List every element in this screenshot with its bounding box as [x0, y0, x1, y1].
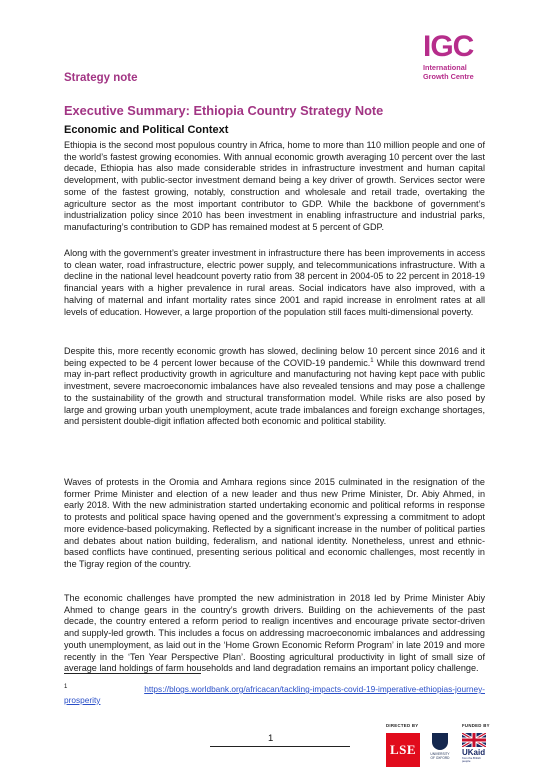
igc-logo-line1: International [423, 63, 467, 72]
paragraph-4: Waves of protests in the Oromia and Amhara regions since 2015 culminated in the resignation of the former Prime Minister and election of a new leader and thus new Prime Minister, Dr. Abiy Ahmed, in early 2018. With the new administration started undertaking economic and political reforms in response to protests and political space having opened and the government’s expressing a commitment to adopt more evidence-based policymaking. Reflected by a significant increase in the number of political parties and debates about nation building, federalism, and national identity. Nonetheless, unrest and ethnic-based conflicts have continued, presenting serious political and economic challenges, most recently in the Tigray region of the country. [64, 477, 485, 569]
igc-logo-mark: IGC [423, 30, 474, 63]
lse-logo: LSE [386, 733, 420, 767]
paragraph-1: Ethiopia is the second most populous country in Africa, home to more than 110 million people and one of the world’s fastest growing economies. With annual economic growth averaging 10 percent over the last decade, Ethiopia has also made considerable strides in infrastructure investment and human capital development, with public-sector investment demand being a key driver of growth. Services sector were some of the fastest growing, notably, construction and wholesale and retail trade, overtaking the agriculture sector as the most important contributor to GDP. While the backbone of government’s industrialization policy since 2010 has been investment in enabling infrastructure and industrial parks, manufacturing’s contribution to GDP has remained modest at 5 percent of GDP. [64, 140, 485, 232]
directed-by-label: DIRECTED BY [386, 723, 419, 728]
oxford-logo [428, 733, 452, 767]
igc-logo-line2: Growth Centre [423, 71, 474, 81]
paragraph-3 [64, 346, 485, 428]
paragraph-3-text-a: Despite this, more recently economic growth has slowed, declining below 10 percent since 2016 and it being expected to be 4 percent lower because of the COVID-19 pandemic. [64, 346, 485, 368]
union-flag-icon [462, 733, 486, 747]
paragraph-2: Along with the government’s greater investment in infrastructure there has been improvements in access to clean water, road infrastructure, electric power supply, and telecommunications infrastructure. With a decline in the national level headcount poverty ratio from 38 percent in 2004-05 to 22 percent in 2018-19 financial years with a higher prevalence in rural areas. Social indicators have also improved, with a halving of maternal and infant mortality rates since 2001 and rapid increase in enrolment rates at all levels of education. However, a large proportion of the population still faces multi-dimensional poverty. [64, 248, 485, 317]
ukaid-tagline: from the British people [462, 756, 481, 763]
page-number: 1 [268, 733, 274, 744]
document-title: Executive Summary: Ethiopia Country Strategy Note [64, 103, 384, 118]
document-type-label: Strategy note [64, 72, 138, 84]
footnote-reference[interactable]: 1 [370, 357, 374, 364]
footnote-number: 1 [64, 684, 68, 690]
paragraph-3-text-b: While this downward trend may in-part reflect productivity growth in agriculture and manufacturing not having kept pace with public investment, severe macroeconomic imbalances have also revealed tensions and may pose a challenge to the sustainability of the growth and structural transformation model. While risks are also posed by large and growing urban youth unemployment, acute trade imbalances and foreign exchange shortages, and persistent double-digit inflation affected both economic and political stability. [64, 357, 485, 427]
footnote-link-continued[interactable]: prosperity [64, 695, 101, 705]
oxford-logo-text: UNIVERSITY OF OXFORD [430, 752, 450, 760]
footnote-link[interactable]: https://blogs.worldbank.org/africacan/tackling-impacts-covid-19-imperative-ethiopias-journey- [144, 684, 485, 694]
funded-by-label: FUNDED BY [462, 723, 490, 728]
paragraph-5: The economic challenges have prompted the new administration in 2018 led by Prime Minister Abiy Ahmed to change gears in the country’s growth drivers. Building on the achievements of the past decade, the country entered a reform period to realign incentives and encourage private sector-driven and supply-led growth. This includes a focus on addressing macroeconomic imbalances and addressing youth unemployment, as laid out in the ‘Home Grown Economic Reform Program’ in late 2019 and more recently in the ‘Ten Year Perspective Plan’. Boosting agricultural productivity in light of small size of average land holdings of farm households and land degradation remains an important policy challenge. [64, 593, 485, 674]
page-number-rule [210, 746, 350, 747]
footnote-divider [64, 673, 201, 674]
ukaid-logo [462, 733, 486, 767]
section-heading: Economic and Political Context [64, 124, 229, 136]
oxford-crest-icon [432, 733, 448, 750]
ukaid-wordmark: UKaid [462, 748, 486, 757]
igc-logo [423, 32, 485, 81]
footnote [64, 684, 485, 706]
